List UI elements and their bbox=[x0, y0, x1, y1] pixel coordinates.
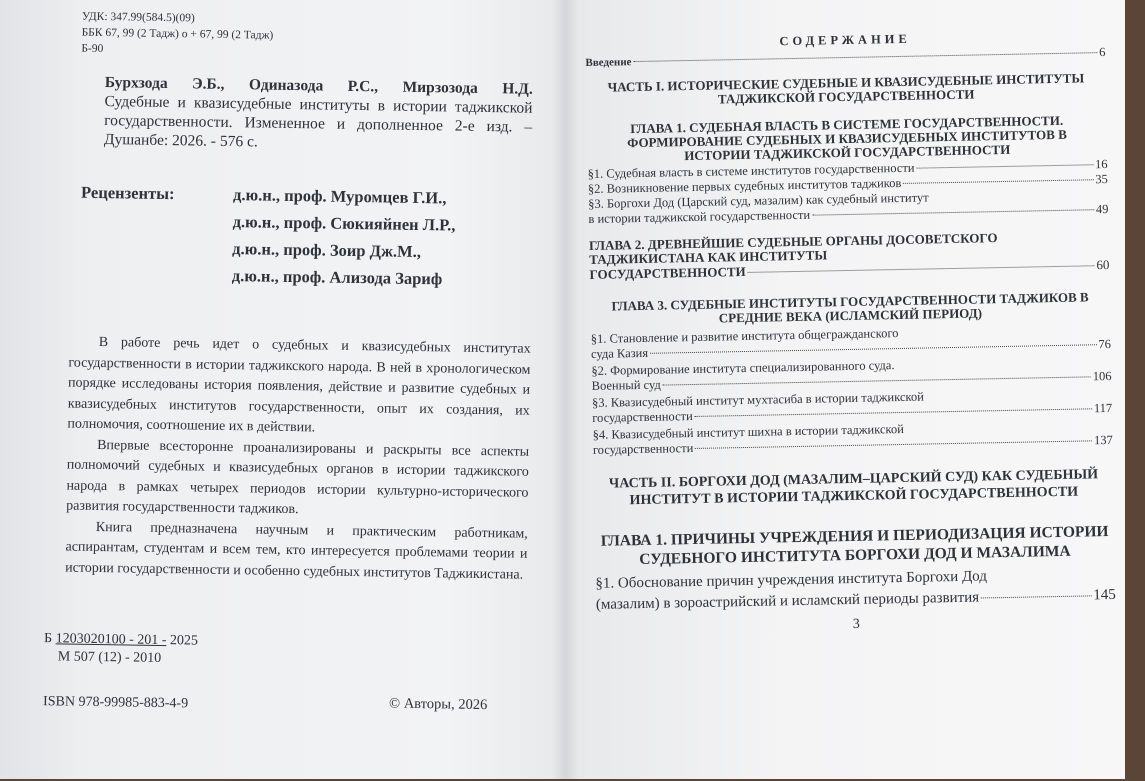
toc-section-label-cont: государственности bbox=[592, 440, 694, 457]
toc-section-label-cont: в истории таджикской государственности bbox=[588, 207, 811, 226]
chapter-1-title: ГЛАВА 1. СУДЕБНАЯ ВЛАСТЬ В СИСТЕМЕ ГОСУДАРСТВЕННОСТИ. ФОРМИРОВАНИЕ СУДЕБНЫХ И КВАЗИСУДЕБНЫХ ИНСТИТУТОВ В ИСТОРИИ ТАДЖИКСКОЙ ГОСУДАРСТВЕННОСТИ bbox=[627, 112, 1067, 164]
toc-page-number: 60 bbox=[1096, 256, 1110, 273]
part-2-chapter-1-title: ГЛАВА 1. ПРИЧИНЫ УЧРЕЖДЕНИЯ И ПЕРИОДИЗАЦИЯ ИСТОРИИ СУДЕБНОГО ИНСТИТУТА БОРГОХИ ДОД И МАЗАЛИМА bbox=[600, 523, 1109, 569]
toc-page-number: 16 bbox=[1094, 156, 1108, 172]
toc-section-label-cont: суда Казия bbox=[590, 345, 649, 361]
toc-section-label: §4. Квазисудебный институт шихна в истории таджикской bbox=[592, 421, 904, 442]
toc-section-label: §1. Судебная власть в системе институтов государственности bbox=[587, 160, 915, 181]
page-number: 3 bbox=[852, 616, 860, 632]
toc-page-number: 35 bbox=[1095, 171, 1108, 187]
toc-section-label: §3. Боргохи Дод (Царский суд, мазалим) как судебный институт bbox=[588, 190, 929, 211]
code-b-year: 2025 bbox=[166, 633, 199, 649]
toc-title: СОДЕРЖАНИЕ bbox=[779, 31, 911, 49]
reviewers-label: Рецензенты: bbox=[80, 182, 175, 204]
toc-page-number: 6 bbox=[1098, 45, 1106, 60]
copyright: © Авторы, 2026 bbox=[388, 695, 488, 714]
toc-page-number: 76 bbox=[1098, 336, 1112, 352]
reviewer-name: д.ю.н., проф. Сюкияйнен Л.Р., bbox=[232, 212, 456, 235]
dot-leader bbox=[812, 209, 1094, 215]
abstract-paragraph: Книга предназначена научным и практическим работникам, аспирантам, студентам и всем тем, кто интересуется проблемами теории и истории государственности и особенно судебных институтов Таджикистана. bbox=[65, 519, 528, 583]
code-m: М 507 (12) - 2010 bbox=[57, 649, 162, 666]
toc-page-number: 137 bbox=[1093, 432, 1113, 448]
toc-page-number: 106 bbox=[1092, 368, 1112, 384]
code-b-prefix: Б bbox=[43, 631, 56, 647]
book-citation: Судебные и квазисудебные институты в истории таджикской государственности. Измененное и дополненное 2-е изд. – Душанбе: 2026. - 576 с. bbox=[103, 93, 533, 151]
book-abstract bbox=[31, 332, 535, 586]
toc-section-label: §1. Обоснование причин учреждения института Боргохи Дод bbox=[595, 568, 988, 592]
toc-section-label-cont: государственности bbox=[592, 409, 693, 425]
dot-leader bbox=[650, 344, 1096, 354]
reviewers-block bbox=[36, 182, 538, 298]
abstract-paragraph: Впервые всесторонне проанализированы и раскрыты все аспекты полномочий судебных и квазисудебных органов в истории таджикского народа в рамках четырех периодов истории культурно-исторического развития государственности таджиков. bbox=[66, 437, 530, 518]
reviewer-name: д.ю.н., проф. Муромцев Г.И., bbox=[232, 185, 447, 208]
part-2-title: ЧАСТЬ II. БОРГОХИ ДОД (МАЗАЛИМ–ЦАРСКИЙ СУД) КАК СУДЕБНЫЙ ИНСТИТУТ В ИСТОРИИ ТАДЖИКСКОЙ ГОСУДАРСТВЕННОСТИ bbox=[608, 467, 1099, 509]
abstract-paragraph: В работе речь идет о судебных и квазисудебных институтах государственности в истории таджикского народа. В ней в хронологическом порядке исследованы история появления, действие и развитие судебных и квазисудебных институтов государственности, опыт их создания, их полномочия, соотношение их в действии. bbox=[67, 334, 531, 436]
toc-section-label-cont: Военный суд bbox=[591, 377, 661, 393]
bbk-code: ББК 67, 99 (2 Тадж) о + 67, 99 (2 Тадж) bbox=[81, 26, 274, 42]
chapter-2-title-cont: ГОСУДАРСТВЕННОСТИ bbox=[589, 263, 746, 282]
b90-code: Б-90 bbox=[81, 42, 104, 55]
reviewer-name: д.ю.н., проф. Ализода Зариф bbox=[231, 266, 443, 289]
toc-section-label-cont: (мазалим) в зороастрийский и исламский периоды развития bbox=[595, 589, 980, 613]
toc-section-label: §2. Возникновение первых судебных институтов таджиков bbox=[587, 175, 902, 196]
dot-leader bbox=[633, 52, 1097, 62]
chapter-2-title: ГЛАВА 2. ДРЕВНЕЙШИЕ СУДЕБНЫЕ ОРГАНЫ ДОСОВЕТСКОГО ТАДЖИКИСТАНА КАК ИНСТИТУТЫ bbox=[588, 230, 998, 267]
dot-leader bbox=[748, 265, 1095, 273]
isbn: ISBN 978-99985-883-4-9 bbox=[42, 694, 189, 712]
code-b-number: 1203020100 - 201 - bbox=[55, 631, 167, 649]
left-page bbox=[28, 8, 540, 781]
toc-entry-label: Введение bbox=[585, 56, 632, 69]
toc-page-number: 145 bbox=[1093, 586, 1116, 604]
dot-leader bbox=[981, 595, 1091, 598]
part-1-title: ЧАСТЬ I. ИСТОРИЧЕСКИЕ СУДЕБНЫЕ И КВАЗИСУДЕБНЫЕ ИНСТИТУТЫ ТАДЖИКСКОЙ ГОСУДАРСТВЕННОСТИ bbox=[607, 70, 1085, 107]
dot-leader bbox=[663, 376, 1091, 385]
toc-section-label: §2. Формирование института специализированного суда. bbox=[591, 358, 895, 378]
dot-leader bbox=[903, 179, 1093, 184]
toc-page-number: 117 bbox=[1093, 400, 1113, 416]
dot-leader bbox=[695, 440, 1092, 449]
catalog-codes bbox=[30, 630, 531, 674]
chapter-3-title: ГЛАВА 3. СУДЕБНЫЕ ИНСТИТУТЫ ГОСУДАРСТВЕННОСТИ ТАДЖИКОВ В СРЕДНИЕ ВЕКА (ИСЛАМСКИЙ ПЕРИОД) bbox=[611, 289, 1089, 326]
reviewer-name: д.ю.н., проф. Зоир Дж.М., bbox=[232, 239, 422, 262]
toc-section-label: §1. Становление и развитие института общегражданского bbox=[590, 326, 899, 346]
authors-line: Бурхзода Э.Б., Одиназода Р.С., Мирзозода Н.Д. bbox=[104, 74, 533, 98]
toc-page-number: 49 bbox=[1095, 201, 1109, 217]
right-page bbox=[585, 28, 1119, 773]
toc-section bbox=[595, 564, 1116, 616]
dot-leader bbox=[917, 164, 1093, 168]
udk-code: УДК: 347.99(584.5)(09) bbox=[81, 10, 195, 25]
dot-leader bbox=[695, 408, 1092, 417]
toc-section-label: §3. Квазисудебный институт мухтасиба в истории таджикской bbox=[591, 389, 924, 410]
